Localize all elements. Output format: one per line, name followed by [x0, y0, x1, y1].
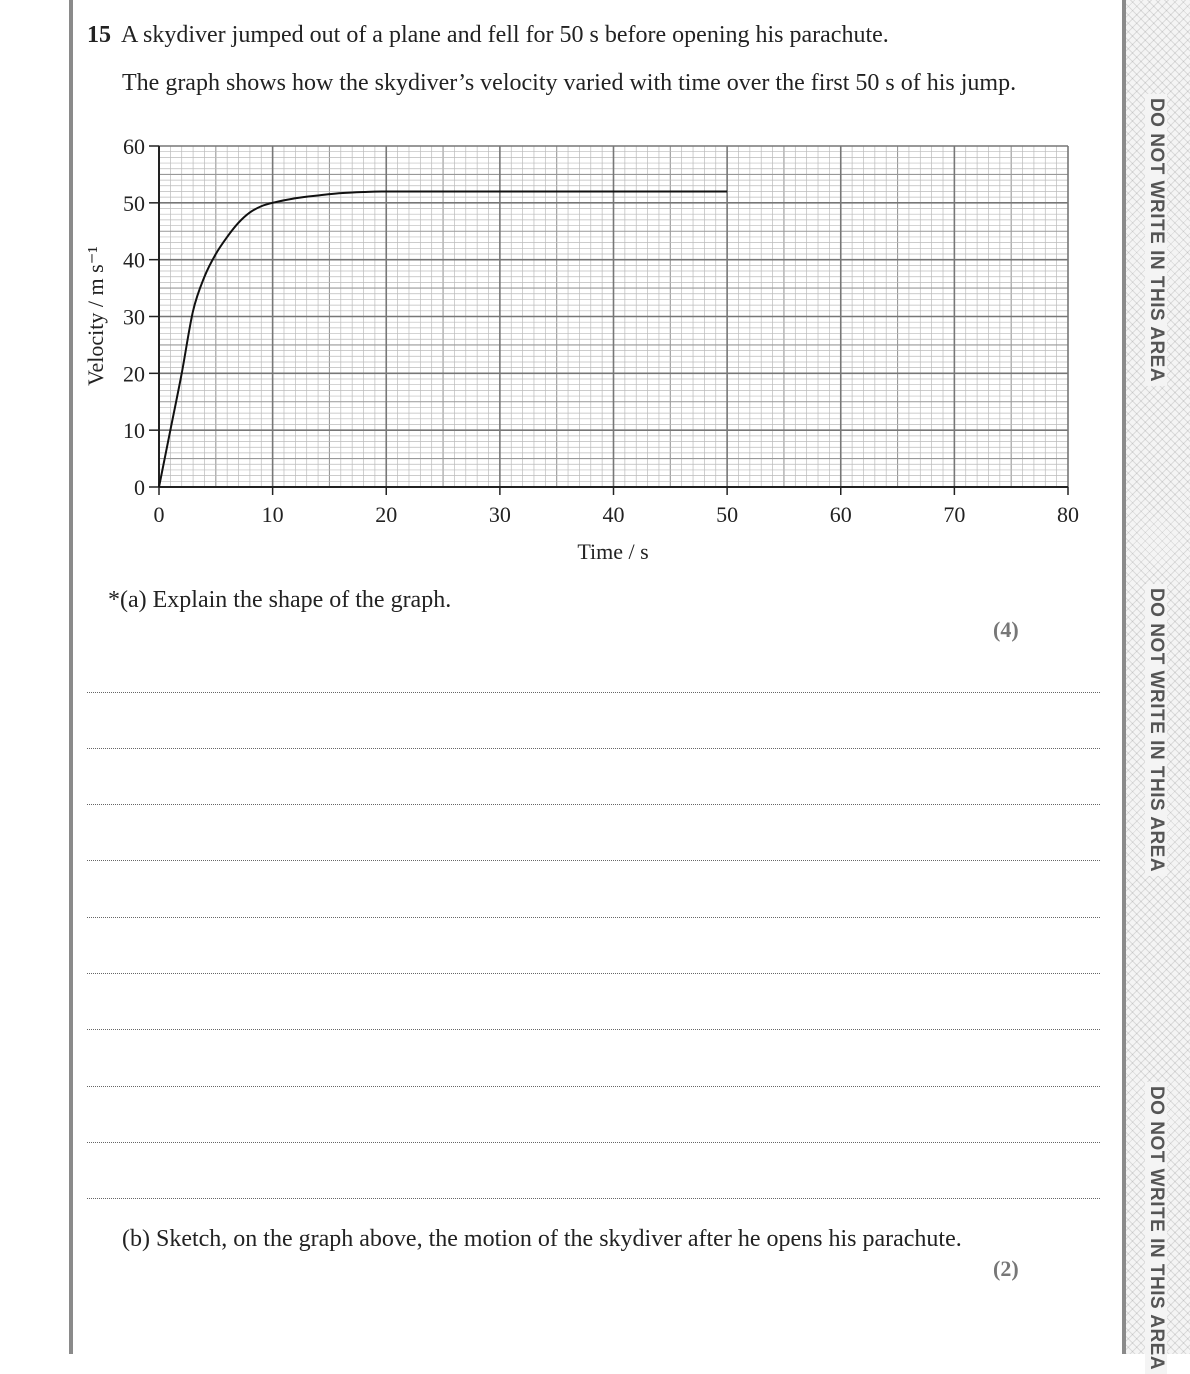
- x-tick-label: 20: [375, 502, 398, 527]
- answer-line-10[interactable]: [87, 1198, 1100, 1199]
- velocity-time-chart: [0, 0, 1110, 580]
- y-axis-label: Velocity / m s⁻¹: [83, 246, 108, 386]
- margin-warning-3: DO NOT WRITE IN THIS AREA: [1145, 1082, 1167, 1374]
- x-tick-label: 0: [153, 502, 165, 527]
- answer-line-1[interactable]: [87, 692, 1100, 693]
- x-tick-label: 30: [488, 502, 511, 527]
- x-tick-label: 40: [602, 502, 625, 527]
- x-tick-label: 70: [943, 502, 966, 527]
- x-tick-label: 60: [829, 502, 852, 527]
- part-b-marks: (2): [993, 1256, 1019, 1281]
- question-number: 15: [87, 22, 111, 48]
- y-tick-label: 50: [123, 190, 145, 216]
- y-tick-label: 30: [123, 304, 145, 330]
- answer-line-6[interactable]: [87, 973, 1100, 974]
- answer-line-7[interactable]: [87, 1029, 1100, 1030]
- y-tick-label: 20: [123, 361, 145, 387]
- answer-line-8[interactable]: [87, 1086, 1100, 1087]
- margin-warning-1: DO NOT WRITE IN THIS AREA: [1145, 94, 1167, 386]
- part-b-text: Sketch, on the graph above, the motion of the skydiver after he opens his parachute.: [155, 1226, 962, 1252]
- y-tick-label: 60: [123, 134, 145, 159]
- y-tick-label: 40: [123, 247, 145, 273]
- x-tick-label: 50: [716, 502, 739, 527]
- x-axis-label: Time / s: [577, 539, 649, 564]
- x-tick-label: 10: [261, 502, 284, 527]
- part-b-prompt: [122, 1226, 962, 1253]
- question-stem: A skydiver jumped out of a plane and fell for 50 s before opening his parachute.: [121, 22, 889, 48]
- answer-line-4[interactable]: [87, 860, 1100, 861]
- y-tick-label: 0: [134, 475, 145, 500]
- part-a-text: Explain the shape of the graph.: [152, 587, 452, 613]
- margin-warning-2: DO NOT WRITE IN THIS AREA: [1145, 584, 1167, 876]
- answer-line-9[interactable]: [87, 1142, 1100, 1143]
- part-a-prompt: [108, 587, 451, 614]
- answer-line-3[interactable]: [87, 804, 1100, 805]
- x-tick-label: 80: [1057, 502, 1079, 527]
- chart-ticks: [123, 134, 1079, 527]
- part-b-label: (b): [122, 1226, 150, 1252]
- question-intro: The graph shows how the skydiver’s velocity varied with time over the first 50 s of his jump.: [122, 70, 1017, 96]
- part-a-marks: (4): [993, 617, 1019, 642]
- answer-line-2[interactable]: [87, 748, 1100, 749]
- part-a-label: *(a): [108, 587, 147, 613]
- y-tick-label: 10: [123, 418, 145, 444]
- answer-line-5[interactable]: [87, 917, 1100, 918]
